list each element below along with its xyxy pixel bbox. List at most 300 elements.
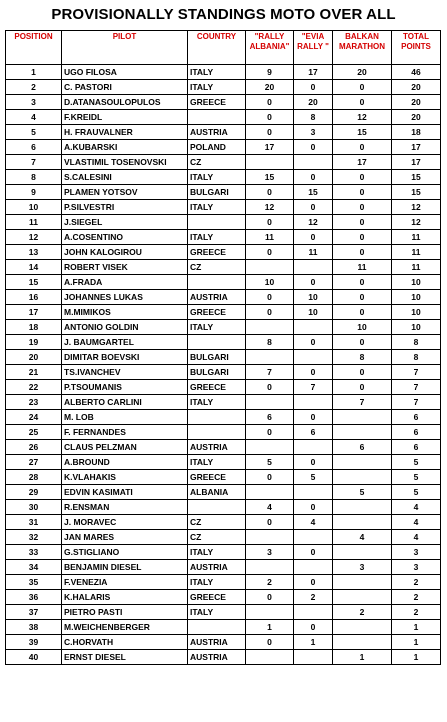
total-points-cell: 3 [392, 545, 441, 560]
balkan-marathon-points-cell: 0 [333, 365, 392, 380]
country-cell [188, 335, 246, 350]
pilot-cell: DIMITAR BOEVSKI [62, 350, 188, 365]
evia-rally-points-cell: 10 [294, 305, 333, 320]
evia-rally-points-cell: 0 [294, 410, 333, 425]
country-cell: ITALY [188, 230, 246, 245]
table-row [6, 395, 441, 410]
country-cell: BULGARI [188, 350, 246, 365]
pilot-cell: H. FRAUVALNER [62, 125, 188, 140]
balkan-marathon-points-cell: 0 [333, 290, 392, 305]
pilot-cell: C. PASTORI [62, 80, 188, 95]
country-cell [188, 110, 246, 125]
country-cell [188, 215, 246, 230]
total-points-cell: 10 [392, 305, 441, 320]
evia-rally-points-cell: 6 [294, 425, 333, 440]
country-cell: AUSTRIA [188, 650, 246, 665]
balkan-marathon-points-cell: 0 [333, 80, 392, 95]
position-cell: 37 [6, 605, 62, 620]
rally-albania-points-cell: 0 [246, 245, 294, 260]
pilot-cell: M.MIMIKOS [62, 305, 188, 320]
balkan-marathon-points-cell: 0 [333, 215, 392, 230]
position-cell: 11 [6, 215, 62, 230]
table-row [6, 335, 441, 350]
country-cell: CZ [188, 530, 246, 545]
table-row [6, 500, 441, 515]
balkan-marathon-points-cell [333, 425, 392, 440]
total-points-cell: 20 [392, 80, 441, 95]
evia-rally-points-cell: 20 [294, 95, 333, 110]
balkan-marathon-points-cell: 0 [333, 305, 392, 320]
balkan-marathon-points-cell [333, 500, 392, 515]
evia-rally-points-cell: 0 [294, 275, 333, 290]
total-points-cell: 2 [392, 605, 441, 620]
rally-albania-points-cell: 2 [246, 575, 294, 590]
table-row [6, 635, 441, 650]
column-header-balkan-marathon: BALKAN MARATHON [333, 31, 392, 65]
balkan-marathon-points-cell: 12 [333, 110, 392, 125]
table-row [6, 305, 441, 320]
pilot-cell: A.KUBARSKI [62, 140, 188, 155]
pilot-cell: BENJAMIN DIESEL [62, 560, 188, 575]
total-points-cell: 6 [392, 425, 441, 440]
rally-albania-points-cell: 9 [246, 65, 294, 80]
table-row [6, 230, 441, 245]
evia-rally-points-cell: 0 [294, 170, 333, 185]
pilot-cell: ROBERT VISEK [62, 260, 188, 275]
position-cell: 24 [6, 410, 62, 425]
country-cell: GREECE [188, 470, 246, 485]
total-points-cell: 10 [392, 275, 441, 290]
position-cell: 21 [6, 365, 62, 380]
rally-albania-points-cell: 8 [246, 335, 294, 350]
table-row [6, 320, 441, 335]
balkan-marathon-points-cell: 20 [333, 65, 392, 80]
total-points-cell: 11 [392, 230, 441, 245]
rally-albania-points-cell: 0 [246, 290, 294, 305]
evia-rally-points-cell: 0 [294, 80, 333, 95]
rally-albania-points-cell: 1 [246, 620, 294, 635]
country-cell [188, 410, 246, 425]
total-points-cell: 4 [392, 500, 441, 515]
table-row [6, 155, 441, 170]
balkan-marathon-points-cell: 0 [333, 140, 392, 155]
balkan-marathon-points-cell [333, 410, 392, 425]
pilot-cell: F. FERNANDES [62, 425, 188, 440]
column-header-country: COUNTRY [188, 31, 246, 65]
balkan-marathon-points-cell: 0 [333, 245, 392, 260]
position-cell: 12 [6, 230, 62, 245]
balkan-marathon-points-cell: 17 [333, 155, 392, 170]
country-cell: ALBANIA [188, 485, 246, 500]
pilot-cell: M. LOB [62, 410, 188, 425]
rally-albania-points-cell: 12 [246, 200, 294, 215]
country-cell: ITALY [188, 395, 246, 410]
position-cell: 29 [6, 485, 62, 500]
balkan-marathon-points-cell: 7 [333, 395, 392, 410]
balkan-marathon-points-cell: 0 [333, 275, 392, 290]
pilot-cell: C.HORVATH [62, 635, 188, 650]
evia-rally-points-cell [294, 485, 333, 500]
position-cell: 3 [6, 95, 62, 110]
rally-albania-points-cell: 20 [246, 80, 294, 95]
rally-albania-points-cell [246, 485, 294, 500]
table-row [6, 425, 441, 440]
position-cell: 7 [6, 155, 62, 170]
table-row [6, 200, 441, 215]
evia-rally-points-cell: 1 [294, 635, 333, 650]
evia-rally-points-cell: 0 [294, 200, 333, 215]
position-cell: 31 [6, 515, 62, 530]
total-points-cell: 12 [392, 200, 441, 215]
evia-rally-points-cell: 17 [294, 65, 333, 80]
pilot-cell: ERNST DIESEL [62, 650, 188, 665]
country-cell: ITALY [188, 200, 246, 215]
position-cell: 19 [6, 335, 62, 350]
evia-rally-points-cell: 3 [294, 125, 333, 140]
position-cell: 32 [6, 530, 62, 545]
balkan-marathon-points-cell: 2 [333, 605, 392, 620]
rally-albania-points-cell [246, 350, 294, 365]
pilot-cell: R.ENSMAN [62, 500, 188, 515]
rally-albania-points-cell: 6 [246, 410, 294, 425]
position-cell: 30 [6, 500, 62, 515]
total-points-cell: 10 [392, 290, 441, 305]
position-cell: 34 [6, 560, 62, 575]
country-cell: GREECE [188, 380, 246, 395]
column-header-total-points: TOTAL POINTS [392, 31, 441, 65]
standings-table [5, 30, 441, 665]
position-cell: 16 [6, 290, 62, 305]
balkan-marathon-points-cell: 0 [333, 200, 392, 215]
total-points-cell: 12 [392, 215, 441, 230]
rally-albania-points-cell [246, 650, 294, 665]
position-cell: 27 [6, 455, 62, 470]
table-row [6, 590, 441, 605]
table-row [6, 110, 441, 125]
rally-albania-points-cell [246, 530, 294, 545]
evia-rally-points-cell: 4 [294, 515, 333, 530]
table-row [6, 470, 441, 485]
evia-rally-points-cell [294, 320, 333, 335]
total-points-cell: 4 [392, 515, 441, 530]
evia-rally-points-cell [294, 560, 333, 575]
evia-rally-points-cell: 0 [294, 620, 333, 635]
table-row [6, 545, 441, 560]
pilot-cell: PIETRO PASTI [62, 605, 188, 620]
country-cell: ITALY [188, 80, 246, 95]
country-cell: CZ [188, 260, 246, 275]
total-points-cell: 15 [392, 170, 441, 185]
total-points-cell: 7 [392, 365, 441, 380]
pilot-cell: CLAUS PELZMAN [62, 440, 188, 455]
pilot-cell: D.ATANASOULOPULOS [62, 95, 188, 110]
pilot-cell: S.CALESINI [62, 170, 188, 185]
rally-albania-points-cell [246, 395, 294, 410]
position-cell: 6 [6, 140, 62, 155]
total-points-cell: 1 [392, 635, 441, 650]
rally-albania-points-cell: 0 [246, 635, 294, 650]
balkan-marathon-points-cell: 11 [333, 260, 392, 275]
balkan-marathon-points-cell [333, 545, 392, 560]
evia-rally-points-cell: 12 [294, 215, 333, 230]
table-row [6, 485, 441, 500]
table-row [6, 260, 441, 275]
pilot-cell: F.KREIDL [62, 110, 188, 125]
balkan-marathon-points-cell: 4 [333, 530, 392, 545]
country-cell: AUSTRIA [188, 635, 246, 650]
evia-rally-points-cell [294, 650, 333, 665]
table-row [6, 515, 441, 530]
country-cell: ITALY [188, 605, 246, 620]
position-cell: 5 [6, 125, 62, 140]
position-cell: 4 [6, 110, 62, 125]
table-row [6, 650, 441, 665]
evia-rally-points-cell [294, 155, 333, 170]
country-cell: AUSTRIA [188, 125, 246, 140]
total-points-cell: 8 [392, 335, 441, 350]
evia-rally-points-cell: 10 [294, 290, 333, 305]
page-title: PROVISIONALLY STANDINGS MOTO OVER ALL [51, 6, 396, 23]
position-cell: 17 [6, 305, 62, 320]
pilot-cell: ALBERTO CARLINI [62, 395, 188, 410]
balkan-marathon-points-cell: 0 [333, 380, 392, 395]
pilot-cell: A.COSENTINO [62, 230, 188, 245]
position-cell: 36 [6, 590, 62, 605]
balkan-marathon-points-cell: 15 [333, 125, 392, 140]
rally-albania-points-cell [246, 155, 294, 170]
balkan-marathon-points-cell: 0 [333, 185, 392, 200]
rally-albania-points-cell: 0 [246, 425, 294, 440]
table-row [6, 605, 441, 620]
position-cell: 8 [6, 170, 62, 185]
evia-rally-points-cell [294, 395, 333, 410]
balkan-marathon-points-cell: 0 [333, 95, 392, 110]
evia-rally-points-cell: 0 [294, 230, 333, 245]
table-row [6, 95, 441, 110]
position-cell: 2 [6, 80, 62, 95]
country-cell: BULGARI [188, 365, 246, 380]
pilot-cell: ANTONIO GOLDIN [62, 320, 188, 335]
rally-albania-points-cell: 0 [246, 590, 294, 605]
table-row [6, 185, 441, 200]
evia-rally-points-cell [294, 605, 333, 620]
evia-rally-points-cell: 7 [294, 380, 333, 395]
pilot-cell: G.STIGLIANO [62, 545, 188, 560]
position-cell: 20 [6, 350, 62, 365]
rally-albania-points-cell: 0 [246, 110, 294, 125]
balkan-marathon-points-cell [333, 575, 392, 590]
total-points-cell: 20 [392, 110, 441, 125]
table-row [6, 245, 441, 260]
total-points-cell: 17 [392, 155, 441, 170]
position-cell: 28 [6, 470, 62, 485]
total-points-cell: 6 [392, 440, 441, 455]
pilot-cell: M.WEICHENBERGER [62, 620, 188, 635]
balkan-marathon-points-cell: 10 [333, 320, 392, 335]
table-row [6, 560, 441, 575]
evia-rally-points-cell [294, 440, 333, 455]
evia-rally-points-cell: 8 [294, 110, 333, 125]
country-cell: GREECE [188, 245, 246, 260]
pilot-cell: F.VENEZIA [62, 575, 188, 590]
total-points-cell: 7 [392, 380, 441, 395]
rally-albania-points-cell [246, 440, 294, 455]
evia-rally-points-cell: 11 [294, 245, 333, 260]
country-cell: GREECE [188, 590, 246, 605]
position-cell: 1 [6, 65, 62, 80]
total-points-cell: 11 [392, 245, 441, 260]
table-row [6, 365, 441, 380]
pilot-cell: K.VLAHAKIS [62, 470, 188, 485]
balkan-marathon-points-cell: 3 [333, 560, 392, 575]
rally-albania-points-cell: 0 [246, 125, 294, 140]
balkan-marathon-points-cell [333, 470, 392, 485]
table-row [6, 125, 441, 140]
table-row [6, 215, 441, 230]
column-header-position: POSITION [6, 31, 62, 65]
country-cell: AUSTRIA [188, 440, 246, 455]
table-row [6, 290, 441, 305]
balkan-marathon-points-cell: 1 [333, 650, 392, 665]
total-points-cell: 1 [392, 650, 441, 665]
pilot-cell: A.FRADA [62, 275, 188, 290]
table-row [6, 170, 441, 185]
evia-rally-points-cell: 0 [294, 500, 333, 515]
column-header-evia-rally: "EVIA RALLY " [294, 31, 333, 65]
rally-albania-points-cell: 5 [246, 455, 294, 470]
country-cell: ITALY [188, 545, 246, 560]
country-cell [188, 275, 246, 290]
rally-albania-points-cell: 11 [246, 230, 294, 245]
balkan-marathon-points-cell: 0 [333, 335, 392, 350]
position-cell: 25 [6, 425, 62, 440]
country-cell: GREECE [188, 95, 246, 110]
rally-albania-points-cell: 4 [246, 500, 294, 515]
country-cell: AUSTRIA [188, 290, 246, 305]
balkan-marathon-points-cell [333, 590, 392, 605]
country-cell: CZ [188, 515, 246, 530]
rally-albania-points-cell: 15 [246, 170, 294, 185]
table-row [6, 530, 441, 545]
position-cell: 39 [6, 635, 62, 650]
pilot-cell: J.SIEGEL [62, 215, 188, 230]
balkan-marathon-points-cell: 5 [333, 485, 392, 500]
balkan-marathon-points-cell: 6 [333, 440, 392, 455]
rally-albania-points-cell: 17 [246, 140, 294, 155]
rally-albania-points-cell: 0 [246, 95, 294, 110]
total-points-cell: 20 [392, 95, 441, 110]
table-row [6, 140, 441, 155]
position-cell: 38 [6, 620, 62, 635]
country-cell [188, 425, 246, 440]
header-row [6, 31, 441, 65]
total-points-cell: 7 [392, 395, 441, 410]
table-row [6, 80, 441, 95]
position-cell: 18 [6, 320, 62, 335]
rally-albania-points-cell: 7 [246, 365, 294, 380]
table-row [6, 380, 441, 395]
country-cell: POLAND [188, 140, 246, 155]
balkan-marathon-points-cell [333, 635, 392, 650]
pilot-cell: EDVIN KASIMATI [62, 485, 188, 500]
total-points-cell: 5 [392, 470, 441, 485]
pilot-cell: K.HALARIS [62, 590, 188, 605]
pilot-cell: J. MORAVEC [62, 515, 188, 530]
position-cell: 15 [6, 275, 62, 290]
table-row [6, 575, 441, 590]
position-cell: 35 [6, 575, 62, 590]
total-points-cell: 2 [392, 590, 441, 605]
evia-rally-points-cell: 0 [294, 365, 333, 380]
pilot-cell: UGO FILOSA [62, 65, 188, 80]
table-row [6, 65, 441, 80]
table-row [6, 410, 441, 425]
column-header-rally-albania: "RALLY ALBANIA" [246, 31, 294, 65]
total-points-cell: 4 [392, 530, 441, 545]
total-points-cell: 5 [392, 485, 441, 500]
evia-rally-points-cell: 0 [294, 140, 333, 155]
evia-rally-points-cell: 5 [294, 470, 333, 485]
country-cell: AUSTRIA [188, 560, 246, 575]
evia-rally-points-cell: 15 [294, 185, 333, 200]
position-cell: 10 [6, 200, 62, 215]
table-row [6, 620, 441, 635]
country-cell: CZ [188, 155, 246, 170]
rally-albania-points-cell [246, 320, 294, 335]
rally-albania-points-cell [246, 605, 294, 620]
evia-rally-points-cell [294, 530, 333, 545]
pilot-cell: A.BROUND [62, 455, 188, 470]
table-row [6, 350, 441, 365]
evia-rally-points-cell [294, 260, 333, 275]
pilot-cell: JOHANNES LUKAS [62, 290, 188, 305]
table-row [6, 275, 441, 290]
rally-albania-points-cell: 0 [246, 470, 294, 485]
evia-rally-points-cell: 0 [294, 545, 333, 560]
evia-rally-points-cell: 2 [294, 590, 333, 605]
total-points-cell: 3 [392, 560, 441, 575]
total-points-cell: 2 [392, 575, 441, 590]
evia-rally-points-cell: 0 [294, 335, 333, 350]
column-header-pilot: PILOT [62, 31, 188, 65]
rally-albania-points-cell: 0 [246, 380, 294, 395]
country-cell [188, 500, 246, 515]
rally-albania-points-cell: 0 [246, 305, 294, 320]
total-points-cell: 18 [392, 125, 441, 140]
country-cell: ITALY [188, 455, 246, 470]
evia-rally-points-cell: 0 [294, 575, 333, 590]
total-points-cell: 6 [392, 410, 441, 425]
evia-rally-points-cell: 0 [294, 455, 333, 470]
position-cell: 23 [6, 395, 62, 410]
pilot-cell: J. BAUMGARTEL [62, 335, 188, 350]
rally-albania-points-cell [246, 560, 294, 575]
standings-body [6, 65, 441, 665]
pilot-cell: JAN MARES [62, 530, 188, 545]
position-cell: 9 [6, 185, 62, 200]
balkan-marathon-points-cell [333, 455, 392, 470]
country-cell: GREECE [188, 305, 246, 320]
pilot-cell: VLASTIMIL TOSENOVSKI [62, 155, 188, 170]
total-points-cell: 46 [392, 65, 441, 80]
total-points-cell: 1 [392, 620, 441, 635]
total-points-cell: 10 [392, 320, 441, 335]
country-cell: ITALY [188, 170, 246, 185]
pilot-cell: PLAMEN YOTSOV [62, 185, 188, 200]
country-cell: ITALY [188, 65, 246, 80]
pilot-cell: TS.IVANCHEV [62, 365, 188, 380]
rally-albania-points-cell [246, 260, 294, 275]
